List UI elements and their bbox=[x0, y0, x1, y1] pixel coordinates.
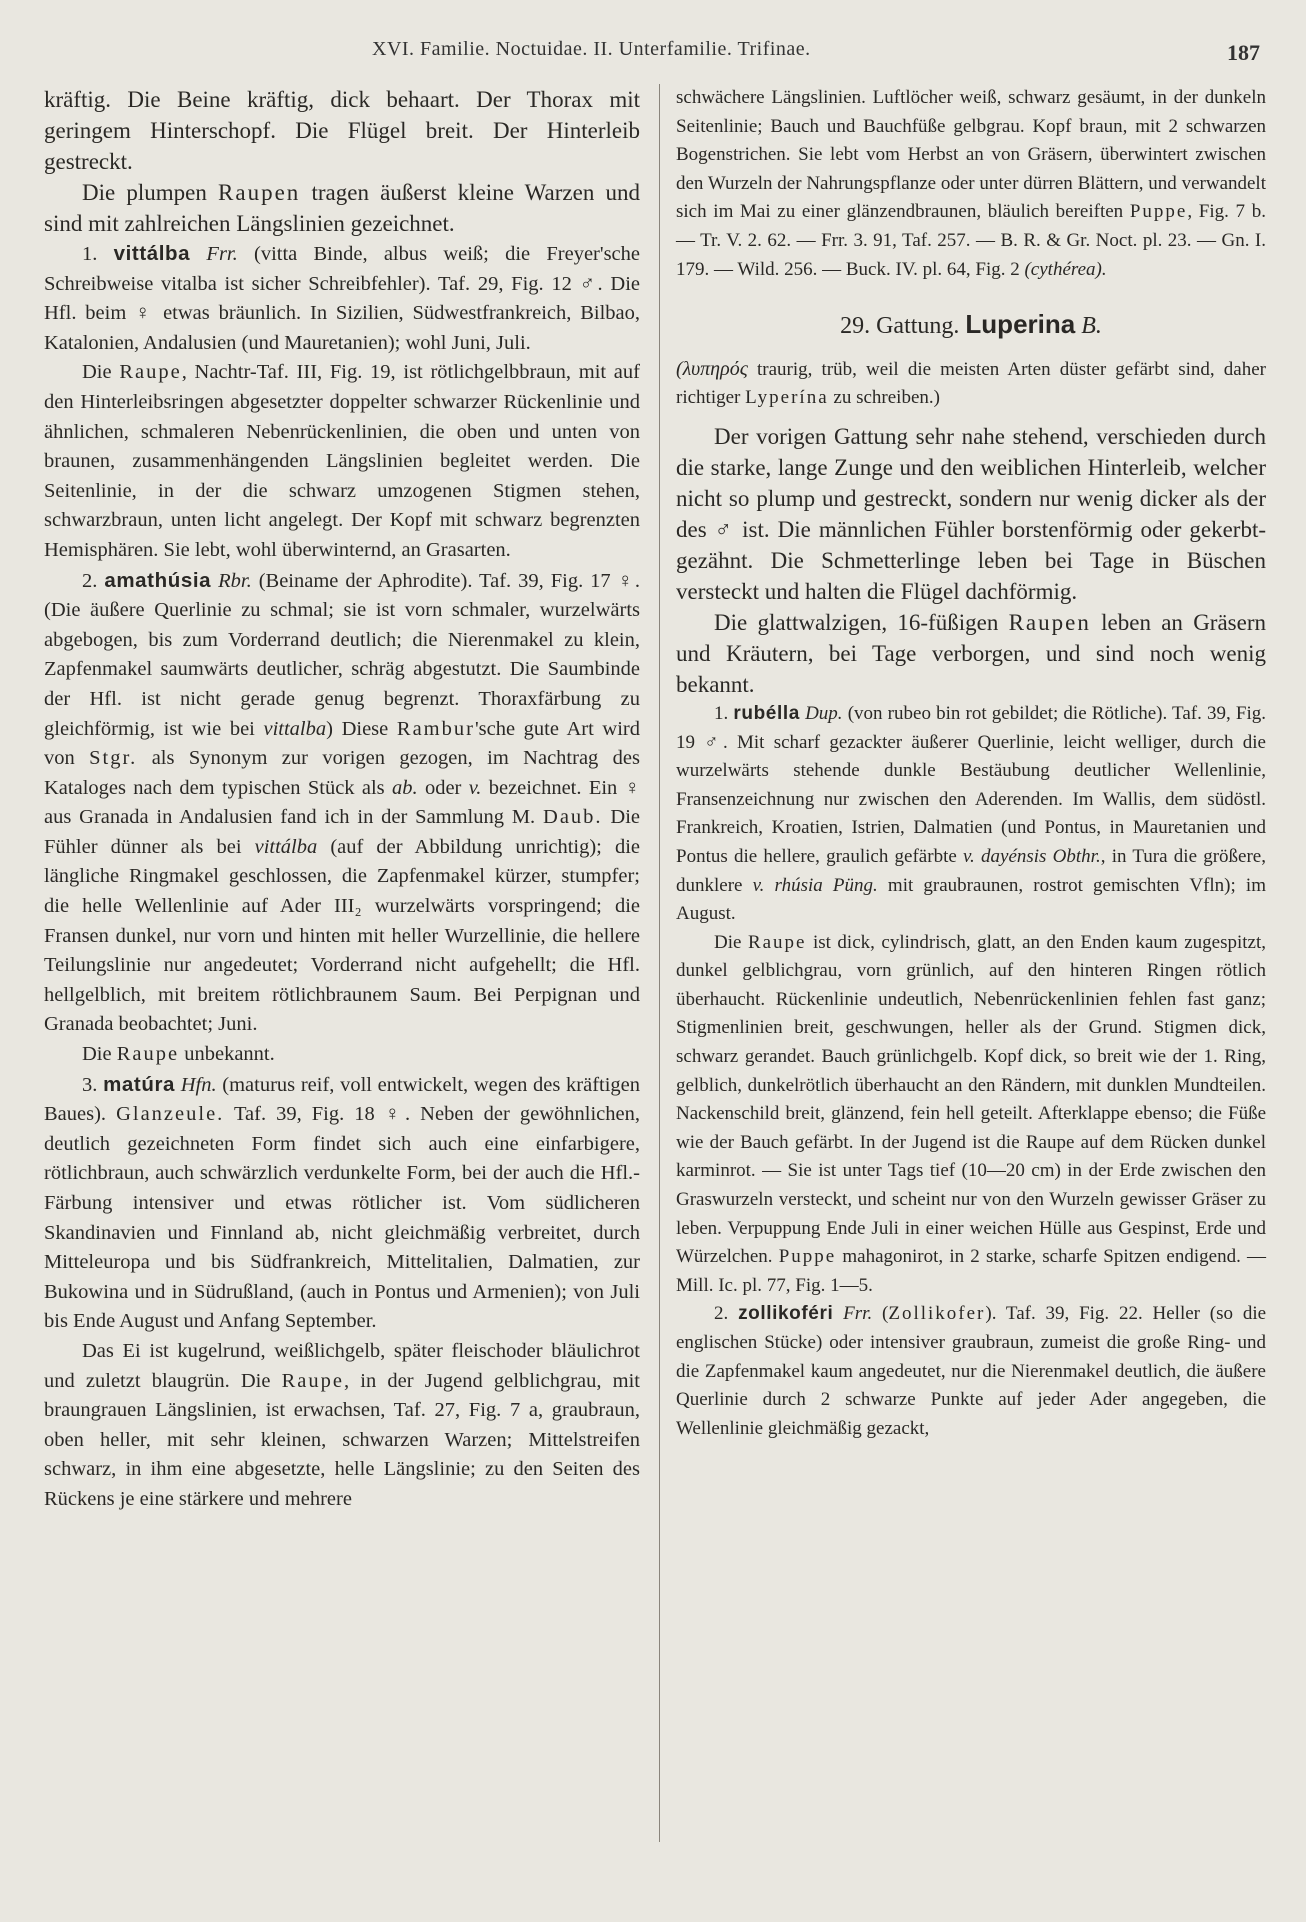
raupen-paragraph: Die plumpen Raupen tragen äußerst kleine Warzen und sind mit zahlreichen Längslinien gezeichnet. bbox=[44, 180, 640, 236]
species-name: amathúsia bbox=[104, 568, 212, 592]
genus-description: Der vorigen Gattung sehr nahe stehend, verschieden durch die starke, lange Zunge und den weiblichen Hinterleib, welcher nicht so plump und gestreckt, sondern nur wenig dicker als der des ♂ ist. Die männlichen Fühler borstenförmig oder gekerbt-gezähnt. Die Schmetterlinge leben bei Tage in Büschen versteckt und halten die Flügel dachförmig. bbox=[676, 423, 1266, 604]
species-amathusia-raupe: Die Raupe unbekannt. bbox=[82, 1043, 275, 1066]
running-head: XVI. Familie. Noctuidae. II. Unterfamilie. Trifinae. bbox=[372, 38, 811, 60]
species-rubella-raupe: Die Raupe ist dick, cylindrisch, glatt, an den Enden kaum zugespitzt, dunkel gelblichgrau, vorn grünlich, auf den hinteren Ringen rötlich überhaucht. Rückenlinie undeutlich, Nebenrückenlinien fehlen fast ganz; Stigmenlinien breit, geschwungen, heller als der Grund. Stigmen dick, schwarz gerandet. Bauch grünlichgelb. Kopf dick, so breit wie der 1. Ring, gelblich, dunkelrötlich überhaucht an den Rändern, mit dunklen Mundteilen. Nackenschild breit, glänzend, fein hell geteilt. Afterklappe ebenso; die Füße wie der Bauch gefärbt. In der Jugend ist die Raupe auf dem Rücken dunkel karminrot. — Sie ist unter Tags tief (10—20 cm) in der Erde zwischen den Graswurzeln versteckt, und scheint nur von den Wurzeln gewisser Gräser zu leben. Verpuppung Ende Juli in einer weichen Hülle aus Gespinst, Erde und Würzelchen. Puppe mahagonirot, in 2 starke, scharfe Spitzen endigend. — Mill. Ic. pl. 77, Fig. 1—5. bbox=[676, 931, 1266, 1296]
species-name: rubélla bbox=[733, 702, 800, 724]
species-amathusia: 2. amathúsia Rbr. (Beiname der Aphrodite). Taf. 39, Fig. 17 ♀. (Die äußere Querlinie zu schmal; sie ist vorn schmaler, wurzelwärts abgebogen, bis zum Vorderrand deutlich; die Nierenmakel zu klein, Zapfenmakel saumwärts deutlicher, schräg abgestutzt. Die Saumbinde der Hfl. ist nicht gerade genug begrenzt. Thoraxfärbung zu gleichförmig, ist wie bei vittalba) Diese Rambur'sche gute Art wird von Stgr. als Synonym zur vorigen gezogen, im Nachtrag des Kataloges nach dem typischen Stück als ab. oder v. bezeichnet. Ein ♀ aus Granada in Andalusien fand ich in der Sammlung M. Daub. Die Fühler dünner als bei vittálba (auf der Abbildung unrichtig); die längliche Ringmakel geschlossen, die Zapfenmakel kürzer, stumpfer; die helle Wellenlinie auf Ader III₂ wurzelwärts vorspringend; die Fransen dunkel, nur vorn und hinten mit heller Wurzellinie, die hellere Teilungslinie nur angedeutet; Vorderrand nicht aufgehellt; die Hfl. hellgelblich, mit breitem rötlichbraunem Saum. Bei Perpignan und Granada beobachtet; Juni. bbox=[44, 568, 641, 1036]
matura-continued: schwächere Längslinien. Luftlöcher weiß, schwarz gesäumt, in der dunkeln Seitenlinie; Bauch und Bauchfüße gelbgrau. Kopf braun, mit 2 schwarzen Bogenstrichen. Sie lebt vom Herbst an von Gräsern, überwintert zwischen den Wurzeln der Nahrungspflanze oder unter dürren Blättern, und verwandelt sich im Mai zu einer glänzendbraunen, bläulich bereiften Puppe, Fig. 7 b. — Tr. V. 2. 62. — Frr. 3. 91, Taf. 257. — B. R. & Gr. Noct. pl. 23. — Gn. I. 179. — Wild. 256. — Buck. IV. pl. 64, Fig. 2 (cythérea). bbox=[676, 87, 1266, 280]
species-vittalba-raupe: Die Raupe, Nachtr-Taf. III, Fig. 19, ist rötlichgelbbraun, mit auf den Hinterleibsringen abgesetzter doppelter schwarzer Rückenlinie und ähnlichen, schmaleren Nebenrückenlinien, die oben und unten von braunen, zusammenhängenden Längslinien begleitet werden. Die Seitenlinie, in der die schwarz umzogenen Stigmen stehen, schwarzbraun, unten licht angelegt. Der Kopf mit schwarz begrenzten Hemisphären. Sie lebt, wohl überwinternd, an Grasarten. bbox=[44, 361, 640, 561]
genus-etymology: (λυπηρός traurig, trüb, weil die meisten Arten düster gefärbt sind, daher richtiger Lyperína zu schreiben.) bbox=[676, 357, 1266, 409]
species-rubella: 1. rubélla Dup. (von rubeo bin rot gebildet; die Rötliche). Taf. 39, Fig. 19 ♂. Mit scharf gezackter äußerer Querlinie, leicht welliger, durch die wurzelwärts stehende dunkle Bestäubung deutlicher Wellenlinie, Fransenzeichnung nur zwischen den Aderenden. Im Wallis, dem südöstl. Frankreich, Kroatien, Istrien, Dalmatien (und Pontus, in Mauretanien und Pontus die hellere, graulich gefärbte v. dayénsis Obthr., in Tura die größere, dunklere v. rhúsia Püng. mit graubraunen, rostrot gemischten Vfln); im August. bbox=[676, 702, 1266, 925]
left-column bbox=[44, 84, 640, 1515]
species-matura: 3. matúra Hfn. (maturus reif, voll entwickelt, wegen des kräftigen Baues). Glanzeule. Taf. 39, Fig. 18 ♀. Neben der gewöhnlichen, deutlich gezeichneten Form findet sich auch eine einfarbigere, rötlichbraun, auch schwärzlich verdunkelte Form, bei der auch die Hfl.-Färbung intensiver und etwas rötlicher ist. Vom südlicheren Skandinavien und Finnland ab, nicht gleichmäßig verbreitet, durch Mitteleuropa und bis Südfrankreich, Mittelitalien, Dalmatien, zur Bukowina und in Südrußland, (auch in Pontus und Armenien); von Juli bis Ende August und Anfang September. bbox=[44, 1072, 641, 1333]
species-name: matúra bbox=[103, 1072, 176, 1096]
column-divider bbox=[659, 84, 660, 1842]
species-name: zollikoféri bbox=[738, 1303, 834, 1325]
right-column bbox=[676, 84, 1266, 1443]
genus-heading: 29. Gattung. Luperina B. bbox=[840, 309, 1102, 340]
genus-raupen: Die glattwalzigen, 16-füßigen Raupen leben an Gräsern und Kräutern, bei Tage verborgen, und sind noch wenig bekannt. bbox=[676, 609, 1266, 697]
genus-name: Luperina bbox=[965, 309, 1076, 340]
intro-paragraph: kräftig. Die Beine kräftig, dick behaart. Der Thorax mit geringem Hinterschopf. Die Flügel breit. Der Hinterleib gestreckt. bbox=[44, 87, 640, 174]
species-matura-ei: Das Ei ist kugelrund, weißlichgelb, später fleischoder bläulichrot und zuletzt blaugrün. Die Raupe, in der Jugend gelblichgrau, mit braungrauen Längslinien, ist erwachsen, Taf. 27, Fig. 7 a, graubraun, oben heller, mit sehr kleinen, schwarzen Warzen; Mittelstreifen schwarz, in ihm eine abgesetzte, helle Längslinie; zu den Seiten des Rückens je eine stärkere und mehrere bbox=[44, 1339, 641, 1510]
species-name: vittálba bbox=[113, 242, 191, 265]
page-number: 187 bbox=[1227, 40, 1260, 65]
species-vittalba: 1. vittálba Frr. (vitta Binde, albus weiß; die Freyer'sche Schreibweise vitalba ist sicher Schreibfehler). Taf. 29, Fig. 12 ♂. Die Hfl. beim ♀ etwas bräunlich. In Sizilien, Südwestfrankreich, Bilbao, Katalonien, Andalusien (und Mauretanien); wohl Juni, Juli. bbox=[44, 242, 640, 354]
species-zollikoferi: 2. zollikoféri Frr. (Zollikofer). Taf. 39, Fig. 22. Heller (so die englischen Stücke) oder intensiver graubraun, zumeist die große Ring- und die Zapfenmakel kaum angedeutet, nur die Nierenmakel deutlich, die äußere Querlinie durch 2 schwarze Punkte auf jeder Ader angegeben, die Wellenlinie gleichmäßig gezackt, bbox=[676, 1303, 1267, 1439]
